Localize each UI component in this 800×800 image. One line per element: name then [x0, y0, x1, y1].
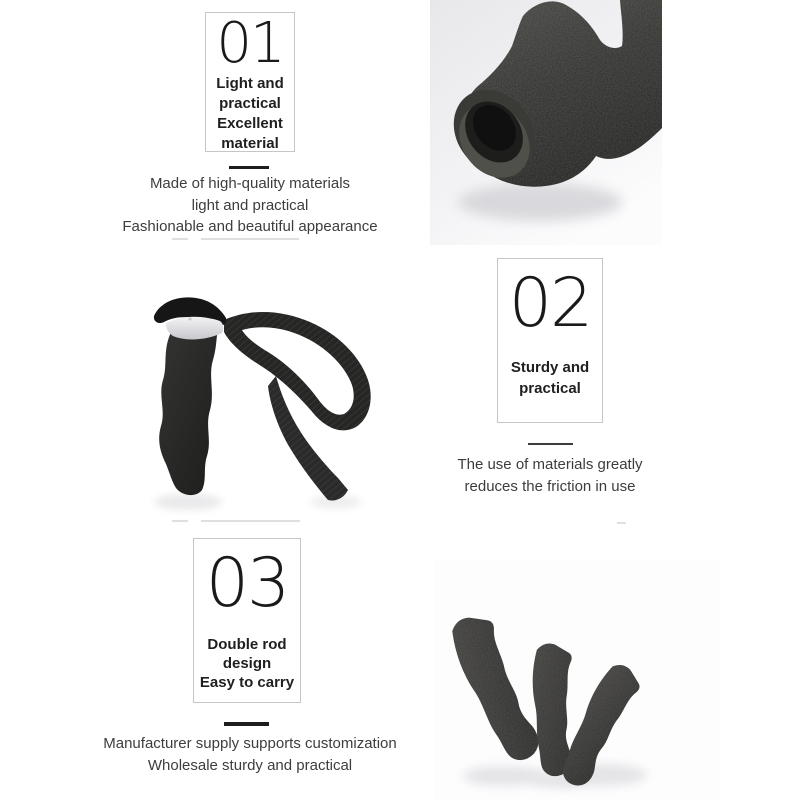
- strap-webbing-texture: [224, 312, 371, 430]
- photo-edge-line: [172, 238, 188, 240]
- foam-grip: [159, 330, 218, 495]
- feature-title-line: Sturdy and: [510, 359, 590, 376]
- feature-title-line: Excellent: [217, 115, 283, 132]
- feature-description-3: [75, 733, 425, 776]
- feature-number: 02: [508, 264, 592, 343]
- feature-title-line: practical: [519, 380, 581, 397]
- description-line: light and practical: [191, 196, 309, 214]
- feature-title-line: Easy to carry: [199, 674, 295, 691]
- feature-title-line: Double rod: [207, 636, 287, 653]
- handle-strap-illustration: [130, 268, 420, 525]
- description-line: Fashionable and beautiful appearance: [122, 218, 378, 235]
- divider-bar-1: [229, 166, 269, 169]
- feature-title-line: practical: [219, 95, 281, 112]
- feature-title-line: design: [222, 655, 272, 672]
- feature-title: [216, 74, 284, 154]
- foam-grip-end-illustration: [430, 0, 662, 245]
- feature-description-2: [420, 454, 680, 497]
- feature-box-2: [497, 258, 603, 423]
- description-line: Manufacturer supply supports customization: [103, 735, 397, 752]
- feature-title: [511, 357, 589, 399]
- divider-bar-3: [224, 722, 269, 726]
- feature-number: 03: [205, 544, 289, 623]
- feature-box-1: [205, 12, 295, 152]
- photo-edge-line: [617, 522, 626, 524]
- description-line: Made of high-quality materials: [149, 175, 351, 192]
- handle-shadow: [154, 494, 222, 510]
- grip-shadow: [458, 183, 622, 221]
- foam-grip-end-photo: [430, 0, 662, 245]
- three-foam-grips-photo: [435, 560, 720, 800]
- description-line: The use of materials greatly: [457, 456, 643, 473]
- handle-with-strap-photo: [130, 268, 420, 525]
- feature-number: 01: [216, 11, 284, 76]
- feature-title: [200, 635, 294, 692]
- cap-detail-dot: [188, 317, 191, 320]
- description-line: reduces the friction in use: [464, 477, 636, 495]
- divider-bar-2: [528, 443, 573, 445]
- feature-title-line: Light and: [216, 75, 284, 92]
- feature-box-3: [193, 538, 301, 703]
- feature-description-1: [95, 173, 405, 238]
- feature-title-line: material: [221, 135, 279, 152]
- three-grips-illustration: [435, 560, 720, 800]
- photo-edge-line: [201, 238, 299, 240]
- description-line: Wholesale sturdy and practical: [147, 756, 353, 774]
